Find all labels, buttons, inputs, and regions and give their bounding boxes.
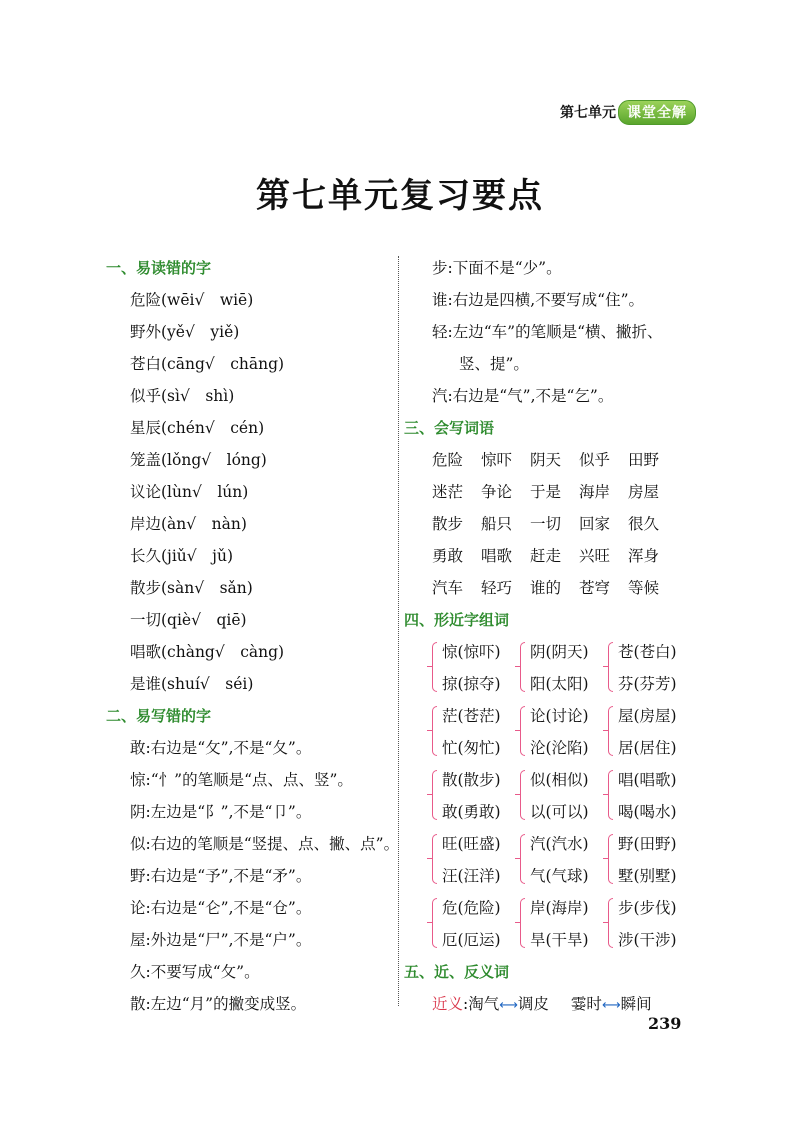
word-item: 于是 bbox=[530, 483, 562, 501]
miswritten-item: 野:右边是“予”,不是“矛”。 bbox=[130, 867, 312, 885]
double-arrow-icon: ⟷ bbox=[499, 998, 518, 1013]
miswritten-item: 阴:左边是“阝”,不是“卩”。 bbox=[130, 803, 312, 821]
brace-icon bbox=[432, 770, 437, 820]
similar-pair bbox=[520, 700, 608, 764]
similar-word: 芬(芬芳) bbox=[618, 675, 677, 693]
miswritten-list-right bbox=[404, 252, 704, 412]
miswritten-item: 敢:右边是“攵”,不是“夂”。 bbox=[130, 739, 312, 757]
similar-pair bbox=[432, 700, 520, 764]
double-arrow-icon: ⟷ bbox=[601, 998, 621, 1013]
misread-item: 岸边(àn√ nàn) bbox=[130, 515, 247, 533]
similar-word: 苍(苍白) bbox=[618, 643, 677, 661]
word-item: 海岸 bbox=[579, 483, 611, 501]
word-item: 轻巧 bbox=[481, 579, 513, 597]
similar-word: 唱(唱歌) bbox=[618, 771, 677, 789]
word-item: 等候 bbox=[628, 579, 660, 597]
similar-pair bbox=[520, 764, 608, 828]
similar-pair bbox=[432, 828, 520, 892]
similar-word: 汽(汽水) bbox=[530, 835, 589, 853]
similar-word: 茫(苍茫) bbox=[442, 707, 501, 725]
similar-pair bbox=[520, 636, 608, 700]
similar-word: 忙(匆忙) bbox=[442, 739, 501, 757]
word-item: 汽车 bbox=[432, 579, 464, 597]
word-item: 浑身 bbox=[628, 547, 660, 565]
brace-icon bbox=[608, 706, 613, 756]
word-item: 勇敢 bbox=[432, 547, 464, 565]
similar-pair bbox=[608, 700, 696, 764]
miswritten-item: 谁:右边是四横,不要写成“住”。 bbox=[432, 291, 644, 309]
header-badge: 课堂全解 bbox=[618, 100, 696, 125]
brace-icon bbox=[432, 642, 437, 692]
similar-word: 野(田野) bbox=[618, 835, 677, 853]
page-title: 第七单元复习要点 bbox=[256, 176, 544, 216]
miswritten-item: 竖、提”。 bbox=[459, 355, 529, 373]
miswritten-item: 久:不要写成“攵”。 bbox=[130, 963, 260, 981]
similar-pair bbox=[608, 764, 696, 828]
similar-word: 墅(别墅) bbox=[618, 867, 677, 885]
brace-icon bbox=[520, 770, 525, 820]
similar-group-row bbox=[432, 764, 704, 828]
brace-icon bbox=[520, 642, 525, 692]
similar-pair bbox=[520, 892, 608, 956]
similar-char-groups bbox=[404, 636, 704, 956]
miswritten-item: 散:左边“月”的撇变成竖。 bbox=[130, 995, 307, 1013]
word-item: 似乎 bbox=[579, 451, 611, 469]
word-item: 阴天 bbox=[530, 451, 562, 469]
word-item: 田野 bbox=[628, 451, 660, 469]
synonym-word: 霎时 bbox=[570, 995, 602, 1013]
word-item: 唱歌 bbox=[481, 547, 513, 565]
miswritten-item: 屋:外边是“尸”,不是“户”。 bbox=[130, 931, 312, 949]
similar-word: 掠(掠夺) bbox=[442, 675, 501, 693]
misread-item: 唱歌(chàng√ càng) bbox=[130, 643, 285, 661]
similar-pair bbox=[432, 892, 520, 956]
misread-item: 似乎(sì√ shì) bbox=[130, 387, 235, 405]
word-item: 迷茫 bbox=[432, 483, 464, 501]
brace-icon bbox=[520, 898, 525, 948]
brace-icon bbox=[432, 706, 437, 756]
similar-group-row bbox=[432, 828, 704, 892]
word-item: 回家 bbox=[579, 515, 611, 533]
header-unit-label: 第七单元 bbox=[560, 105, 616, 121]
word-item: 争论 bbox=[481, 483, 513, 501]
miswritten-item: 似:右边的笔顺是“竖提、点、撇、点”。 bbox=[130, 835, 400, 853]
brace-icon bbox=[608, 834, 613, 884]
similar-word: 居(居住) bbox=[618, 739, 677, 757]
similar-word: 旺(旺盛) bbox=[442, 835, 501, 853]
similar-word: 阳(太阳) bbox=[530, 675, 589, 693]
synonym-word: 瞬间 bbox=[620, 995, 652, 1013]
misread-list bbox=[106, 284, 396, 700]
synonym-word: 调皮 bbox=[517, 995, 549, 1013]
brace-icon bbox=[608, 770, 613, 820]
words-grid bbox=[404, 444, 704, 604]
similar-word: 似(相似) bbox=[530, 771, 589, 789]
word-item: 散步 bbox=[432, 515, 464, 533]
similar-word: 厄(厄运) bbox=[442, 931, 501, 949]
brace-icon bbox=[520, 706, 525, 756]
misread-item: 是谁(shuí√ séi) bbox=[130, 675, 254, 693]
right-column bbox=[404, 252, 704, 1020]
word-item: 兴旺 bbox=[579, 547, 611, 565]
word-item: 苍穹 bbox=[579, 579, 611, 597]
similar-word: 旱(干旱) bbox=[530, 931, 589, 949]
misread-item: 一切(qiè√ qiē) bbox=[130, 611, 247, 629]
miswritten-list-left bbox=[106, 732, 400, 1020]
similar-word: 散(散步) bbox=[442, 771, 501, 789]
word-item: 赶走 bbox=[530, 547, 562, 565]
brace-icon bbox=[432, 898, 437, 948]
word-item: 房屋 bbox=[628, 483, 660, 501]
left-column bbox=[106, 252, 400, 1020]
miswritten-item: 步:下面不是“少”。 bbox=[432, 259, 562, 277]
synonym-label: 近义 bbox=[432, 995, 464, 1013]
similar-group-row bbox=[432, 700, 704, 764]
similar-group-row bbox=[432, 636, 704, 700]
similar-word: 以(可以) bbox=[530, 803, 589, 821]
brace-icon bbox=[608, 898, 613, 948]
word-item: 一切 bbox=[530, 515, 562, 533]
synonym-colon: : bbox=[463, 995, 469, 1013]
page-number: 239 bbox=[648, 1014, 682, 1033]
synonym-word: 淘气 bbox=[468, 995, 500, 1013]
misread-item: 议论(lùn√ lún) bbox=[130, 483, 249, 501]
section-heading-similar: 四、形近字组词 bbox=[404, 611, 510, 629]
word-item: 惊吓 bbox=[481, 451, 513, 469]
misread-item: 苍白(cāng√ chāng) bbox=[130, 355, 285, 373]
similar-word: 涉(干涉) bbox=[618, 931, 677, 949]
section-heading-misread: 一、易读错的字 bbox=[106, 259, 212, 277]
word-item: 谁的 bbox=[530, 579, 562, 597]
miswritten-item: 汽:右边是“气”,不是“乞”。 bbox=[432, 387, 614, 405]
brace-icon bbox=[608, 642, 613, 692]
similar-word: 气(气球) bbox=[530, 867, 589, 885]
column-divider bbox=[398, 256, 399, 1006]
similar-pair bbox=[608, 636, 696, 700]
similar-word: 喝(喝水) bbox=[618, 803, 677, 821]
similar-word: 沦(沦陷) bbox=[530, 739, 589, 757]
similar-word: 惊(惊吓) bbox=[442, 643, 501, 661]
similar-word: 屋(房屋) bbox=[618, 707, 677, 725]
section-heading-synonyms: 五、近、反义词 bbox=[404, 963, 510, 981]
brace-icon bbox=[520, 834, 525, 884]
similar-pair bbox=[520, 828, 608, 892]
misread-item: 笼盖(lǒng√ lóng) bbox=[130, 451, 267, 469]
miswritten-item: 轻:左边“车”的笔顺是“横、撇折、 bbox=[432, 323, 663, 341]
brace-icon bbox=[432, 834, 437, 884]
section-heading-miswritten: 二、易写错的字 bbox=[106, 707, 212, 725]
similar-word: 论(讨论) bbox=[530, 707, 589, 725]
misread-item: 长久(jiǔ√ jǔ) bbox=[130, 547, 234, 565]
similar-word: 步(步伐) bbox=[618, 899, 677, 917]
misread-item: 危险(wēi√ wiē) bbox=[130, 291, 254, 309]
word-item: 危险 bbox=[432, 451, 464, 469]
similar-word: 危(危险) bbox=[442, 899, 501, 917]
section-heading-words: 三、会写词语 bbox=[404, 419, 495, 437]
word-item: 船只 bbox=[481, 515, 513, 533]
similar-word: 汪(汪洋) bbox=[442, 867, 501, 885]
misread-item: 散步(sàn√ sǎn) bbox=[130, 579, 253, 597]
miswritten-item: 惊:“忄”的笔顺是“点、点、竖”。 bbox=[130, 771, 353, 789]
similar-group-row bbox=[432, 892, 704, 956]
similar-pair bbox=[608, 892, 696, 956]
similar-pair bbox=[432, 636, 520, 700]
similar-word: 岸(海岸) bbox=[530, 899, 589, 917]
misread-item: 星辰(chén√ cén) bbox=[130, 419, 265, 437]
word-item: 很久 bbox=[628, 515, 660, 533]
similar-word: 敢(勇敢) bbox=[442, 803, 501, 821]
similar-pair bbox=[432, 764, 520, 828]
running-header bbox=[560, 100, 696, 124]
similar-word: 阴(阴天) bbox=[530, 643, 589, 661]
similar-pair bbox=[608, 828, 696, 892]
misread-item: 野外(yě√ yiě) bbox=[130, 323, 240, 341]
miswritten-item: 论:右边是“仑”,不是“仓”。 bbox=[130, 899, 312, 917]
